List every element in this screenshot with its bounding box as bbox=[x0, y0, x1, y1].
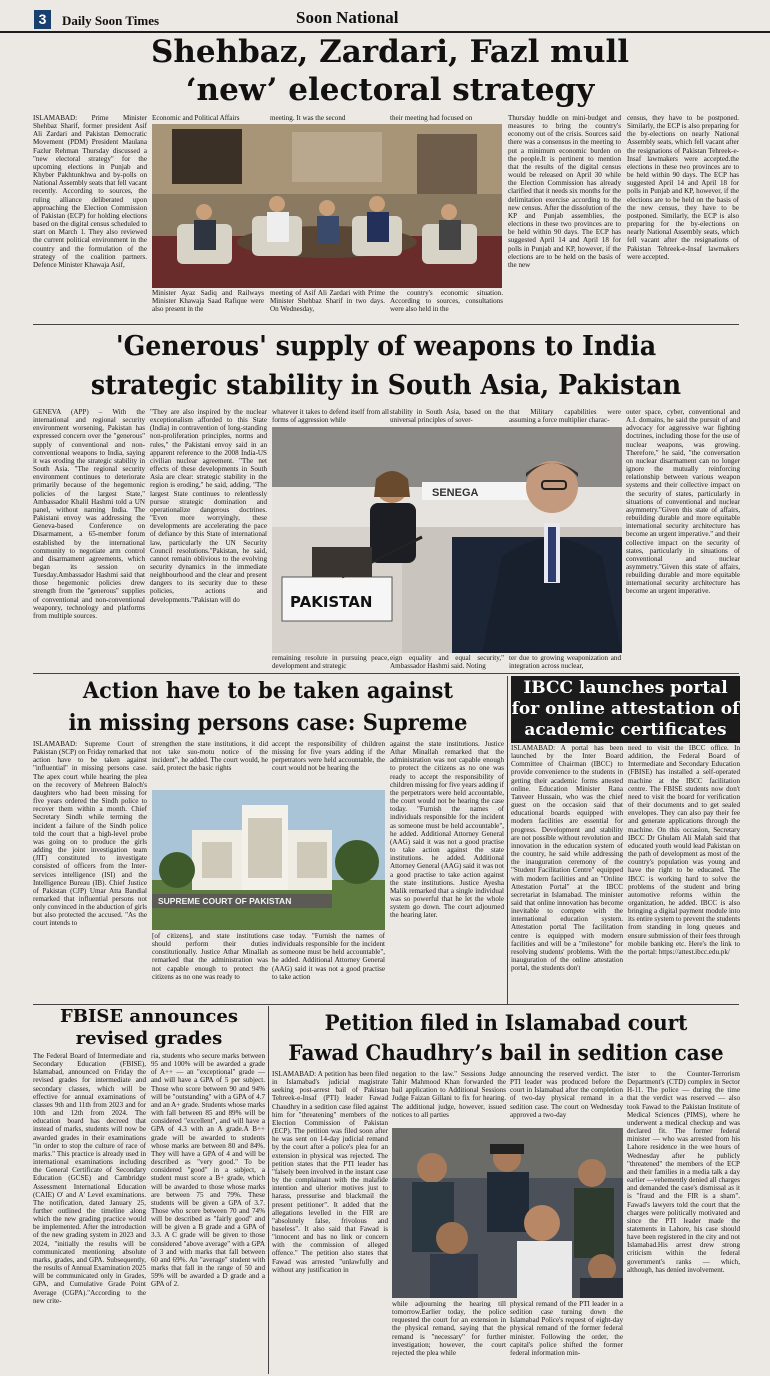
story4-column-2: need to visit the IBCC office. In addition, the Federal Board of Intermediate and Secondary Education (FBISE) has installed a self-operated machine at the IBCC facilitation centre. The FBISE students now don't need to visit the board for verification of their documents and to get sealed envelopes. They can also pay their fee and generate applications through the machine. On this occasion, Secretary IBCC Dr Ghulam Ali Malah said that educated youth would lead Pakistan on the path of development as most of the country's population was young and have the right to be educated. The IBCC is working hard to solve the problems of the student and bring automotive reforms within the organization, he added. IBCC is also bringing a digital payment module into its entire system to prevent the students from standing in long queues and ensure submission of their fees through mobile banking etc. Here's the link to the portal: https://attest.ibcc.edu.pk/ bbox=[628, 744, 740, 956]
story6-column-1: ISLAMABAD: A petition has been filed in Islamabad's judicial magistrate seeking post-arrest bail of Pakistan Tehreek-e-Insaf (PTI) leader Fawad Chaudhry in a sedition case filed against him for "threatening" members of the Election Commission of Pakistan (ECP). The petition was filed soon after he was sent on 14-day judicial remand by the court after a police's plea for an extension in physical was rejected. The petition states that the PTI leader has "falsely been involved in the instant case by the complainant with the malafide intention and ulterior motives just to harass, pressurise and blackmail the present petitioner". It added that the allegations levelled in the FIR are "absolutely false, frivolous and baseless". It also said that Fawad is "innocent and has no link or concern with the commission of alleged offence." The petition also states that Fawad was arrested "unlawfully and without any justification in bbox=[272, 1070, 388, 1274]
story2-column-1: GENEVA (APP) – With the international and regional security environment worsening, Pakistan has expressed concern over the "generous" supply of conventional and non-conventional weapons to India, saying it was eroding the strategic stability in South Asia. "The regional security environment continues to deteriorate primarily because of the hegemonic policies of the largest State," Ambassador Khalil Hashmi told a UN panel, without naming India. The Pakistani envoy was addressing the Geneva-based Conference on Disarmament, a 65-member forum established by the international community to negotiate arm control and disarmament agreements, which began its session on Tuesday.Ambassador Hashmi said that those hegemonic policies drew strength from the "generous" supplies of conventional and non-conventional weaponry, technology and platforms from multiple sources. bbox=[33, 408, 145, 620]
story4-headline-line1: IBCC launches portal bbox=[523, 678, 728, 698]
story6-photo-caption-1: while adjourning the hearing till tomorrow.Earlier today, the police requested the court for an extension in the physical remand, saying that the remand is "necessary" for further investigation; however, the court rejected the plea while bbox=[392, 1300, 506, 1357]
story2-photo-caption-2: eign equality and equal security," Ambassador Hashmi said. Noting bbox=[390, 654, 504, 671]
divider bbox=[268, 1006, 269, 1374]
story1-column-4: their meeting had focused on bbox=[390, 114, 473, 122]
story6-column-4: ister to the Counter-Terrorism Department's (CTD) complex in Sector H-11. The police — during the time that the verdict was reserved — also took Fawad to the Pakistan Institute of Medical Sciences (PIMS), where he underwent a medical checkup and was declared fit. The former federal minister — who was arrested from his Lahore residence in the wee hours of Wednesday after he publicly "threatened" the members of the ECP and their families in a media talk a day earlier —vehemently denied all charges and demanded the case's dismissal as it is "fraud and the FIR is a sham". Fawad's lawyers told the court that the charges were politically motivated and since the PTI leader made the statements in Lahore, his case should have been registered in the city and not Islamabad.His arrest drew strong criticism within the federal government's ranks — which, although, has denied involvement. bbox=[627, 1070, 740, 1274]
story3-column-2: strengthen the state institutions, it did not take suo-motu notice of the incident", he added. The court would, he said, protect the basic rights bbox=[152, 740, 268, 773]
story4-column-1: ISLAMABAD: A portal has been launched by the Inter Board Committee of Chairman (IBCC) to provide convenience to the students in getting their academic forms attested online. Education Minister Rana Tanveer Hussain, who was the chief guest on the occasion said that educational boards equipped with modern facilities are essential for progress. Development and stability are not possible without revolution and innovation in the education system of the country, he said while addressing the inauguration ceremony of the "Student Facilitation Centre" equipped with modern facilities and an "Online Attestation Portal" at the IBCC secretariat in Islamabad. The minister said that online innovation has become inevitable to compete with the international education system. Attestation portal The facilitation centre is equipped with modern facilities and will be a "milestone" for resolving students' problems. With the inauguration of the online attestation portal, the students don't bbox=[511, 744, 623, 973]
paper-name: Daily Soon Times bbox=[62, 13, 160, 28]
story6-headline-line1: Petition filed in Islamabad court bbox=[324, 1010, 688, 1035]
story2-column-2: "They are also inspired by the nuclear exceptionalism afforded to this State (India) in contravention of long-standing non-proliferation principles, norms and rules," the Pakistani envoy said in an apparent reference to the 2008 India-US civilian nuclear agreement. "The net effects of these developments in South Asia are clear: strategic stability in the region is eroding," he said, adding, "The largest State continues to relentlessly pursue strategic domination and operationalize dangerous doctrines. "Even more worryingly, these developments are accelerating the pace of defiance by this State of international law, particularly the UN Security Council resolutions."Pakistan, he said, cannot remain oblivious to the evolving security dynamics in the immediate neighbourhood and the clear and present dangers to its security due to these policies, actions and developments."Pakistan will do bbox=[150, 408, 267, 604]
story4-headline-line2: for online attestation of bbox=[511, 699, 740, 719]
story3-column-3: accept the responsibility of children missing for five years adding if the perpetrators were held accountable, the court would not be hearing the bbox=[272, 740, 385, 773]
story6-column-2: negation to the law." Sessions Judge Tahir Mahmood Khan forwarded the bail application to Additional Sessions Judge Faizan Gillani to fix for hearing. The additional judge, however, issued notices to all parties bbox=[392, 1070, 506, 1119]
story3-photo-caption-1: [of citizens], and state institutions should perform their duties constitutionally. Justice Athar Minallah remarked that the administration was not capable enough to protect the citizens as no one was ready to bbox=[152, 932, 268, 981]
story3-column-1: ISLAMABAD: Supreme Court of Pakistan (SCP) on Friday remarked that action have to be taken against "influential" in missing persons case. The apex court while hearing the plea on the recovery of Mehreen Baloch's daughters who had been missing for five years ordered the Sindh police to recover them within a month. Chief Secretary Sindh while terming the incident a failure of the Sindh police told the court that a high-level probe was going on to produce the girls adding the joint investigation team (JIT) constituted to investigate consisted of officers from the Inter-services intelligence (ISI) and the Intelligence Bureau (IB). Chief Justice of Pakistan (CJP) Umar Atta Bandial remarked that influential persons not only convinced in the abduction of girls but also protected the accused. "As the court intends to bbox=[33, 740, 147, 928]
story1-headline-line1: Shehbaz, Zardari, Fazl mull bbox=[150, 34, 630, 70]
section-title: Soon National bbox=[296, 8, 399, 27]
story1-column-5: Thursday huddle on mini-budget and measures to bring the country's economy out of the crisis. Sources said there was a consensus in the meeting to put a minimum economic burden on the people.It is pertinent to mention that the results of the digital census would be released on April 30 while the Election Commission has already clarified that it needs six months for the delimitation exercise according to the new census. After the dissolution of the KP and Punjab assemblies, the elections in these two provinces are to be held within 90 days. The ECP has suggested April 14 and April 18 for polls in Punjab and KP, however, if the elections are to be held on the basis of the new bbox=[508, 114, 621, 269]
story1-column-6: census, they have to be postponed. Similarly, the ECP is also preparing for the by-elections on nearly National Assembly seats, which fell vacant after the resignations of Pakistan Tehreek-e-Insaf lawmakers were accepted.the elections in these two provinces are to be held within 90 days. The ECP has suggested April 14 and April 18 for polls in Punjab and KP, however, if the elections are to be held on the basis of the new census, they have to be postponed. Similarly, the ECP is also preparing for the by-elections on nearly National Assembly seats, which fell vacant after the resignations of Pakistan Tehreek-e-Insaf lawmakers were accepted. bbox=[627, 114, 739, 261]
story6-headline-line2: Fawad Chaudhry’s bail in sedition case bbox=[288, 1040, 724, 1065]
divider bbox=[33, 324, 739, 325]
story1-meeting-photo bbox=[152, 124, 502, 288]
story2-column-5: that Military capabilities were assuming a force multiplier charac- bbox=[509, 408, 621, 425]
story1-column-1: ISLAMABAD: Prime Minister Shehbaz Sharif, former president Asif Ali Zardari and Pakistan Democratic Movement (PDM) President Maulana Fazlur Rehman Thursday discussed a "new electoral strategy" for the upcoming elections in Punjab and Khyber Pakhtunkhwa and by-polls on National Assembly seats that fell vacant recently. According to sources, the ruling alliance deliberated upon approaching the Election Commission of Pakistan (ECP) for holding elections based on the digital census scheduled to start on March 1. They also reviewed the current political environment in the country and the formulation of the strategy of the coalition partners. Defence Minister Khawaja Asif, bbox=[33, 114, 147, 269]
story6-column-3: announcing the reserved verdict. The PTI leader was produced before the court in Islamabad after the completion of two-day physical remand in a sedition case. The court on Wednesday approved a two-day bbox=[510, 1070, 623, 1119]
story3-supreme-court-photo bbox=[152, 790, 385, 930]
story4-headline-line3: academic certificates bbox=[524, 720, 727, 740]
story2-photo-caption-3: ter due to growing weaponization and integration across nuclear, bbox=[509, 654, 621, 671]
supreme-court-sign: SUPREME COURT OF PAKISTAN bbox=[158, 896, 292, 906]
story5-column-2: ria, students who secure marks between 95 and 100% will be awarded a grade of A++ — an "exceptional" grade — and will have a GPA of 5 per subject. Those who score between 90 and 94% will be "outstanding" with a GPA of 4.7 and an A+ grade. Students whose marks with fall between 85 and 89% will be considered "excellent", and will have a GPA of 4.3 with an A grade.A B++ grade will be awarded to students whose marks are between 80 and 84%. They will have a GPA of 4 and will be described as "very good." To be considered "good" in a subject, a student must score a B+ grade, which will be awarded to those whose marks are between 75 and 79%. These students will be given a GPA of 3.7. Those who score between 70 and 74% will be described as "fairly good" and will be given a B grade and a GPA of 3.3. A C grade will be given to those considered "above average" with a GPA of 3 and with marks that fall between 60 and 69%. An "average" student with marks that fall in the range of 50 and 59% will be awarded a D grade and a GPA of 2. bbox=[151, 1052, 265, 1289]
story2-column-6: outer space, cyber, conventional and A.I. domains, he said the pursuit of and advocacy for aggressive war fighting doctrines, including those for the use of nuclear weapons, was growing. Therefore," he said, "the conversation on nuclear disarmament can no longer ignore the mutually reinforcing relationship between various weapon systems and their collective impact on the security of states, particularly in situations of conventional and nuclear asymmetry."Given this state of affairs, rebuilding durable and more equitable international security architecture has become an urgent imperative." and their collective impact on the security of states, particularly in situations of conventional and nuclear asymmetry."Given this state of affairs, rebuilding durable and more equitable international security architecture has become an urgent imperative. bbox=[626, 408, 740, 596]
pakistan-nameplate: PAKISTAN bbox=[290, 593, 373, 611]
story2-un-photo bbox=[272, 427, 622, 653]
story5-headline-line2: revised grades bbox=[75, 1028, 223, 1049]
story5-headline-line1: FBISE announces bbox=[60, 1006, 238, 1027]
story1-column-3: meeting. It was the second bbox=[270, 114, 346, 122]
story1-photo-caption-mid: meeting of Asif Ali Zardari with Prime Minister Shehbaz Sharif in two days. On Wednesday, bbox=[270, 289, 385, 314]
story6-photo-caption-2: physical remand of the PTI leader in a sedition case turning down the Islamabad Police's request of eight-day physical remand of the former federal minister. Following the order, the capital's police shifted the former federal information min- bbox=[510, 1300, 623, 1357]
story6-arrest-photo bbox=[392, 1128, 623, 1298]
divider bbox=[33, 1004, 739, 1005]
page-number: 3 bbox=[34, 10, 51, 29]
senegal-nameplate: SENEGA bbox=[432, 487, 479, 499]
story2-headline-line2: strategic stability in South Asia, Pakistan bbox=[90, 370, 682, 401]
story3-headline-line2: in missing persons case: Supreme bbox=[68, 710, 468, 736]
story2-column-3: whatever it takes to defend itself from all forms of aggression while bbox=[272, 408, 389, 425]
divider bbox=[33, 673, 739, 674]
story1-column-2: Economic and Political Affairs bbox=[152, 114, 240, 122]
story2-photo-caption-1: remaining resolute in pursuing peace, development and strategic bbox=[272, 654, 389, 671]
story2-column-4: stability in South Asia, based on the universal principles of sover- bbox=[390, 408, 504, 425]
story1-photo-caption-left: Minister Ayaz Sadiq and Railways Minister Khawaja Saad Rafique were also present in the bbox=[152, 289, 264, 314]
story3-photo-caption-2: case today. "Furnish the names of individuals responsible for the incident as someone must be held accountable", he added. Additional Attorney General (AAG) said it was not a good practise to take action bbox=[272, 932, 385, 981]
divider bbox=[507, 676, 508, 1004]
story3-headline-line1: Action have to be taken against bbox=[82, 678, 454, 704]
story3-column-4: against the state institutions. Justice Athar Minallah remarked that the administration was not capable enough to protect the citizens as no one was ready to accept the responsibility of children missing for five years adding if the perpetrators were held accountable, the court would not be hearing the case today. "Furnish the names of individuals responsible for the incident as someone must be held accountable", he added. Additional Attorney General (AAG) said it was not a good practise to take action against the state institutions. he added. Additional Attorney General (AAG) said it was not a good practise to take action against the state institutions. Justice Ayesha Malik remarked that a single individual was so powerful that he let the whole system go down. The court adjourned the hearing later. bbox=[390, 740, 504, 920]
story1-headline-line2: ‘new’ electoral strategy bbox=[185, 72, 595, 108]
story1-photo-caption-right: the country's economic situation. According to sources, consultations were also held in the bbox=[390, 289, 503, 314]
story5-column-1: The Federal Board of Intermediate and Secondary Education (FBISE), Islamabad, announced on Friday the revised grades for intermediate and secondary classes, which will be effective for annual examinations of classes 9th and 11th from 2023 and for 10th and 12th from 2024. The education board has decreed that instead of marks, students will now be awarded grades in their examinations "in order to stop the culture of race of marks." This practice is already used in international examinations including the General Certificate of Secondary Education (GCSE) and Cambridge Assessment International Education (CAIE) O' and A' Level examinations. The notification, dated January 25, further outlined the timeline along which the new grading practice would be implemented. After the introduction of the new grading system in 2023 and 2024, "initially the results will be communicated mentioning absolute marks, grades, and GPA. Subsequently, the results of Annual Examination 2025 will be communicated only in Grades, GPA, and Cumulative Grade Point Average (CGPA)."According to the new crite- bbox=[33, 1052, 146, 1305]
story2-headline-line1: 'Generous' supply of weapons to India bbox=[115, 331, 657, 362]
